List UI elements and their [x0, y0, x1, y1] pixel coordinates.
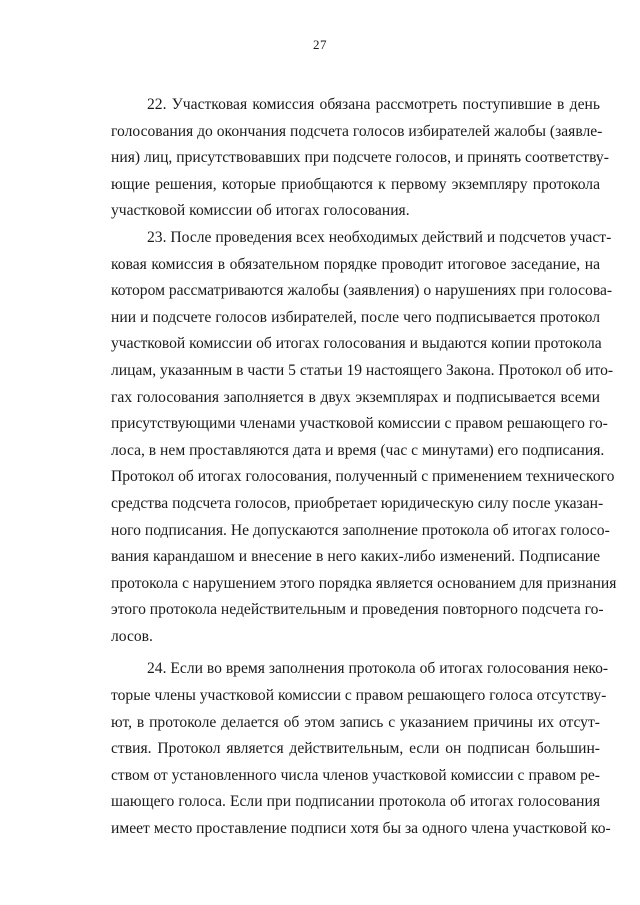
paragraph-line: ковая комиссия в обязательном порядке проводит итоговое заседание, на	[111, 255, 600, 273]
paragraph-line: лицам, указанным в части 5 статьи 19 настоящего Закона. Протокол об ито-	[111, 361, 614, 379]
paragraph-line: средства подсчета голосов, приобретает юридическую силу после указан-	[111, 494, 604, 512]
paragraph-23	[111, 225, 617, 651]
paragraph-line: ством от установленного числа членов участковой комиссии с правом ре-	[111, 766, 600, 784]
paragraph-line: гах голосования заполняется в двух экземплярах и подписывается всеми	[111, 388, 600, 406]
paragraph-line: участковой комиссии об итогах голосования.	[111, 202, 410, 220]
paragraph-line: торые члены участковой комиссии с правом решающего голоса отсутству-	[111, 687, 607, 705]
paragraph-line: лоса, в нем проставляются дата и время (час с минутами) его подписания.	[111, 441, 605, 459]
paragraph-line: участковой комиссии об итогах голосования и выдаются копии протокола	[111, 335, 602, 353]
paragraph-line: шающего голоса. Если при подписании протокола об итогах голосования	[111, 793, 600, 811]
paragraph-line: котором рассматриваются жалобы (заявления) о нарушениях при голосова-	[111, 282, 613, 300]
paragraph-line: голосования до окончания подсчета голосов избирателей жалобы (заявле-	[111, 122, 603, 140]
paragraph-line: присутствующими членами участковой комиссии с правом решающего го-	[111, 415, 608, 433]
paragraph-line: вания карандашом и внесение в него каких-либо изменений. Подписание	[111, 548, 600, 566]
paragraph-line: этого протокола недействительным и проведения повторного подсчета го-	[111, 601, 604, 619]
paragraph-line: 24. Если во время заполнения протокола об итогах голосования неко-	[147, 660, 609, 678]
paragraph-line: 22. Участковая комиссия обязана рассмотреть поступившие в день	[147, 96, 600, 113]
paragraph-line: нии и подсчете голосов избирателей, после чего подписывается протокол	[111, 308, 600, 326]
paragraph-line: лосов.	[111, 627, 153, 645]
paragraph-line: ния) лиц, присутствовавших при подсчете голосов, и принять соответству-	[111, 149, 609, 167]
document-body	[111, 92, 617, 843]
paragraph-line: ного подписания. Не допускаются заполнение протокола об итогах голосо-	[111, 521, 610, 539]
paragraph-line: имеет место проставление подписи хотя бы за одного члена участковой ко-	[111, 820, 611, 838]
paragraph-24	[111, 656, 611, 842]
page-number: 27	[313, 37, 327, 52]
paragraph-22	[111, 92, 609, 225]
paragraph-line: протокола с нарушением этого порядка является основанием для признания	[111, 574, 617, 592]
paragraph-line: ющие решения, которые приобщаются к первому экземпляру протокола	[111, 175, 600, 193]
paragraph-line: ствия. Протокол является действительным, если он подписан большин-	[111, 740, 600, 758]
paragraph-line: Протокол об итогах голосования, полученный с применением технического	[111, 468, 615, 486]
paragraph-line: 23. После проведения всех необходимых действий и подсчетов участ-	[147, 228, 612, 246]
paragraph-line: ют, в протоколе делается об этом запись с указанием причины их отсут-	[111, 713, 600, 731]
